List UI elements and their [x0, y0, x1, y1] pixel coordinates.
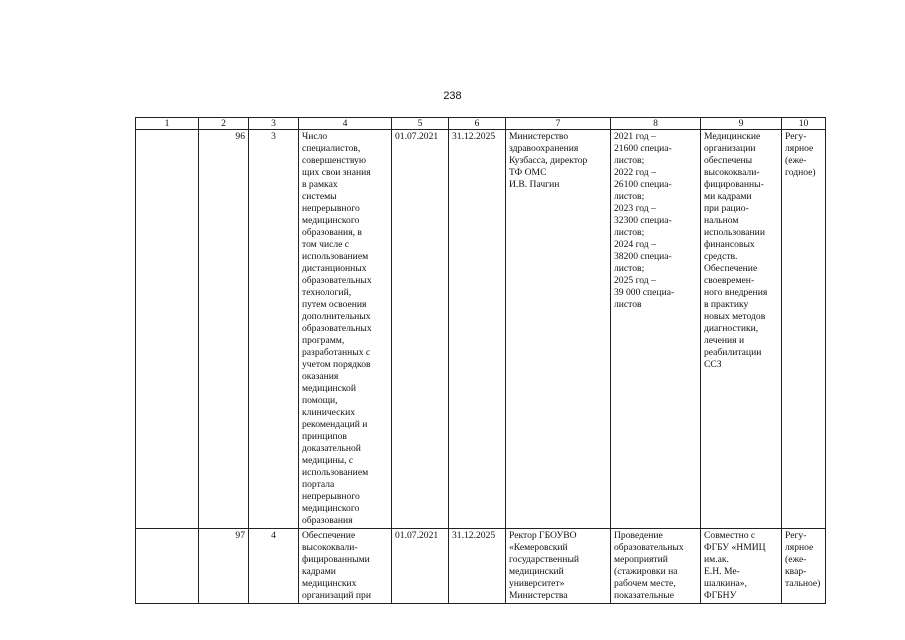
- cell-line: Кузбасса, директор: [509, 155, 588, 166]
- cell-line: медицинской: [302, 383, 356, 394]
- cell-line: ного внедрения: [704, 287, 768, 298]
- cell-line: дополнительных: [302, 311, 371, 322]
- cell-line: лечения и: [704, 335, 745, 346]
- cell-line: медицинских: [302, 578, 357, 589]
- cell-row-number: 97: [199, 529, 249, 604]
- cell-line: учетом порядков: [302, 359, 371, 370]
- cell-line: 21600 специа-: [614, 143, 672, 154]
- cell-line: годное): [785, 167, 816, 178]
- cell-line: медицинский: [509, 566, 564, 577]
- cell-line: Министерство: [509, 131, 569, 142]
- cell-line: Министерства: [509, 590, 568, 601]
- cell-line: путем освоения: [302, 299, 367, 310]
- cell-line: лярное: [785, 542, 814, 553]
- cell-line: «Кемеровский: [509, 542, 568, 553]
- cell-line: высококвали-: [704, 167, 760, 178]
- cell-line: 2021 год –: [614, 131, 656, 142]
- cell-line: использованием: [302, 251, 369, 262]
- cell-line: разработанных с: [302, 347, 371, 358]
- cell-line: листов;: [614, 227, 645, 238]
- cell-line: рекомендаций и: [302, 419, 368, 430]
- column-header: 3: [249, 118, 299, 130]
- cell-line: реабилитации: [704, 347, 762, 358]
- cell-line: (еже-: [785, 554, 807, 565]
- cell-line: 26100 специа-: [614, 179, 672, 190]
- column-header: 2: [199, 118, 249, 130]
- cell-line: Обеспечение: [302, 530, 356, 541]
- cell-line: медицины, с: [302, 455, 354, 466]
- cell-line: медицинского: [302, 503, 360, 514]
- cell-line: новых методов: [704, 311, 766, 322]
- cell-line: в рамках: [302, 179, 338, 190]
- cell-line: им.ак.: [704, 554, 729, 565]
- cell-line: Медицинские: [704, 131, 761, 142]
- cell-description: [299, 529, 392, 604]
- cell-line: совершенствую: [302, 155, 366, 166]
- table-row: [136, 130, 826, 529]
- cell-line: 2023 год –: [614, 203, 656, 214]
- column-header: 5: [392, 118, 449, 130]
- column-header: 10: [782, 118, 826, 130]
- cell-line: кадрами: [302, 566, 336, 577]
- cell-line: листов;: [614, 191, 645, 202]
- cell-line: образования: [302, 515, 353, 526]
- cell-line: шалкина»,: [704, 578, 747, 589]
- header-row: [136, 118, 826, 130]
- cell-line: листов: [614, 299, 642, 310]
- cell-line: Регу-: [785, 131, 807, 142]
- column-header: 6: [449, 118, 506, 130]
- cell-line: оказания: [302, 371, 339, 382]
- cell-line: Проведение: [614, 530, 663, 541]
- cell-line: организаций при: [302, 590, 371, 601]
- cell-line: образовательных: [302, 275, 372, 286]
- cell-line: фицированны-: [704, 179, 764, 190]
- cell-line: диагностики,: [704, 323, 759, 334]
- cell-line: системы: [302, 191, 337, 202]
- cell-line: высококвали-: [302, 542, 358, 553]
- cell-blank: [136, 529, 199, 604]
- column-header: 9: [701, 118, 782, 130]
- cell-line: Е.Н. Ме-: [704, 566, 740, 577]
- cell-description: [299, 130, 392, 529]
- cell-line: 2024 год –: [614, 239, 656, 250]
- cell-blank: [136, 130, 199, 529]
- cell-line: мероприятий: [614, 554, 668, 565]
- cell-line: принципов: [302, 431, 347, 442]
- cell-line: (стажировки на: [614, 566, 678, 577]
- cell-line: дистанционных: [302, 263, 367, 274]
- cell-line: ФГБУ «НМИЦ: [704, 542, 766, 553]
- cell-line: 38200 специа-: [614, 251, 672, 262]
- cell-line: 32300 специа-: [614, 215, 672, 226]
- cell-line: тальное): [785, 578, 821, 589]
- cell-line: рабочем месте,: [614, 578, 676, 589]
- cell-line: квар-: [785, 566, 807, 577]
- cell-end-date: 31.12.2025: [449, 130, 506, 529]
- cell-line: при рацио-: [704, 203, 749, 214]
- cell-line: показательные: [614, 590, 674, 601]
- cell-line: Обеспечение: [704, 263, 758, 274]
- cell-line: нальном: [704, 215, 739, 226]
- cell-start-date: 01.07.2021: [392, 529, 449, 604]
- cell-responsible: [506, 529, 611, 604]
- cell-indicator: [611, 529, 701, 604]
- column-header: 1: [136, 118, 199, 130]
- cell-start-date: 01.07.2021: [392, 130, 449, 529]
- cell-line: непрерывного: [302, 491, 360, 502]
- cell-item-number: 4: [249, 529, 299, 604]
- cell-item-number: 3: [249, 130, 299, 529]
- cell-indicator: [611, 130, 701, 529]
- cell-line: 2022 год –: [614, 167, 656, 178]
- cell-line: 2025 год –: [614, 275, 656, 286]
- cell-line: ССЗ: [704, 359, 722, 370]
- cell-line: в практику: [704, 299, 749, 310]
- column-header: 4: [299, 118, 392, 130]
- page-number: 238: [443, 90, 462, 102]
- cell-line: И.В. Пачгин: [509, 179, 560, 190]
- cell-line: образования, в: [302, 227, 362, 238]
- cell-result: [701, 529, 782, 604]
- cell-line: средств.: [704, 251, 738, 262]
- cell-line: Число: [302, 131, 328, 142]
- cell-line: 39 000 специа-: [614, 287, 675, 298]
- cell-line: здравоохранения: [509, 143, 579, 154]
- cell-line: программ,: [302, 335, 345, 346]
- column-header: 8: [611, 118, 701, 130]
- cell-line: своевремен-: [704, 275, 755, 286]
- cell-line: фицированными: [302, 554, 370, 565]
- cell-end-date: 31.12.2025: [449, 529, 506, 604]
- cell-line: Ректор ГБОУВО: [509, 530, 577, 541]
- cell-line: государственный: [509, 554, 580, 565]
- cell-frequency: [782, 529, 826, 604]
- cell-line: организации: [704, 143, 756, 154]
- cell-line: ТФ ОМС: [509, 167, 547, 178]
- cell-line: том числе с: [302, 239, 350, 250]
- cell-line: лярное: [785, 143, 814, 154]
- cell-line: доказательной: [302, 443, 361, 454]
- cell-result: [701, 130, 782, 529]
- cell-line: Регу-: [785, 530, 807, 541]
- cell-line: образовательных: [302, 323, 372, 334]
- cell-responsible: [506, 130, 611, 529]
- cell-line: ФГБНУ: [704, 590, 737, 601]
- cell-line: медицинского: [302, 215, 360, 226]
- cell-frequency: [782, 130, 826, 529]
- cell-line: использованием: [302, 467, 369, 478]
- cell-line: Совместно с: [704, 530, 756, 541]
- cell-line: специалистов,: [302, 143, 361, 154]
- cell-line: (еже-: [785, 155, 807, 166]
- cell-line: щих свои знания: [302, 167, 371, 178]
- cell-row-number: 96: [199, 130, 249, 529]
- cell-line: листов;: [614, 263, 645, 274]
- table-row: [136, 529, 826, 604]
- document-table: [135, 117, 826, 604]
- cell-line: листов;: [614, 155, 645, 166]
- cell-line: портала: [302, 479, 335, 490]
- cell-line: образовательных: [614, 542, 684, 553]
- cell-line: ми кадрами: [704, 191, 752, 202]
- cell-line: технологий,: [302, 287, 352, 298]
- cell-line: клинических: [302, 407, 356, 418]
- cell-line: помощи,: [302, 395, 338, 406]
- cell-line: университет»: [509, 578, 565, 589]
- cell-line: финансовых: [704, 239, 755, 250]
- column-header: 7: [506, 118, 611, 130]
- cell-line: непрерывного: [302, 203, 360, 214]
- cell-line: обеспечены: [704, 155, 753, 166]
- cell-line: использовании: [704, 227, 765, 238]
